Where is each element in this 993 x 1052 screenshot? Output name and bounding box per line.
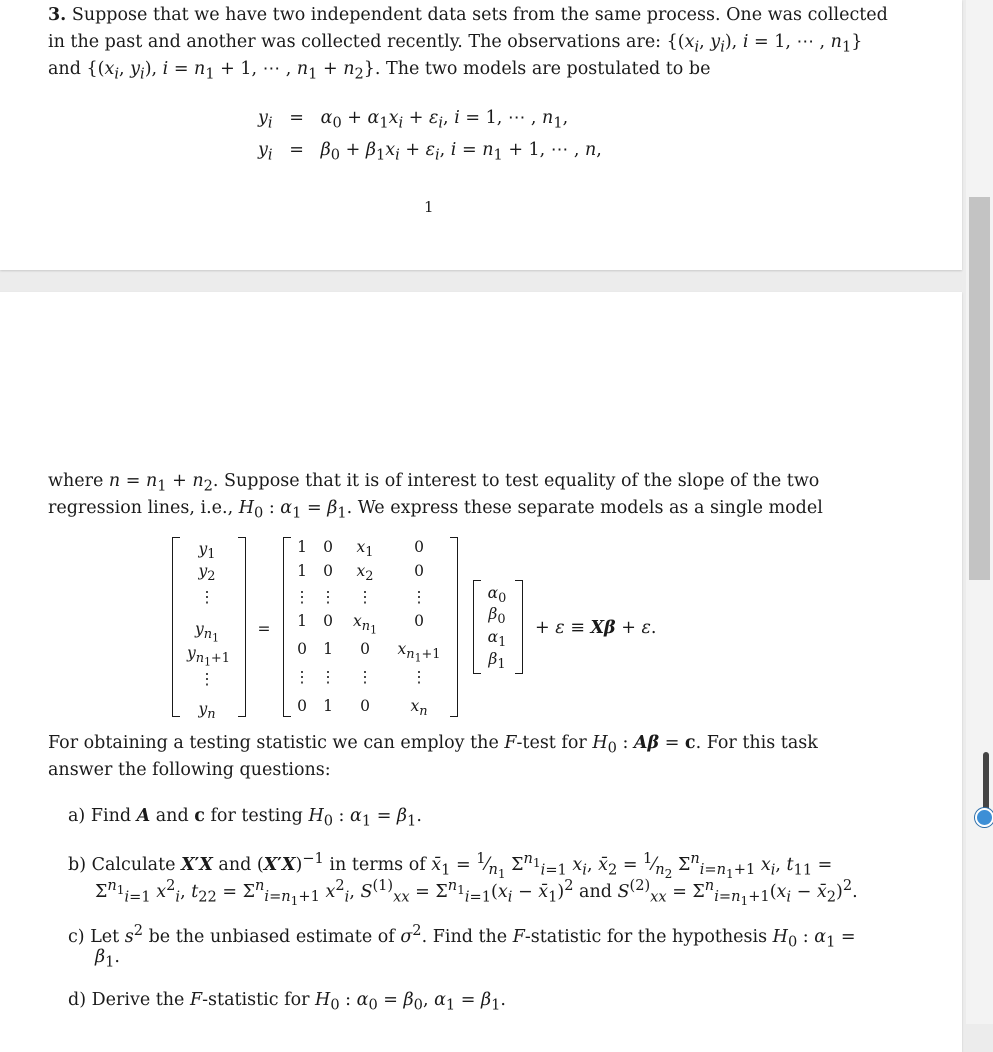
document-page-2: [0, 292, 962, 1052]
page-number: 1: [424, 198, 434, 216]
x-entry: ⋮: [411, 668, 427, 686]
y-entry: $y_2$: [198, 562, 216, 585]
slider-handle[interactable]: [975, 808, 993, 827]
x-entry: $x_1$: [356, 538, 374, 561]
x-entry: ⋮: [320, 668, 336, 686]
x-entry: 0: [323, 538, 333, 556]
scrollbar-thumb[interactable]: [969, 197, 990, 580]
after-text-line-2: regression lines, i.e., $H_0$ : $\alpha_1 = \beta_1$. We express these separate models as a single model: [48, 498, 823, 522]
part-d: d) Derive the F-statistic for $H_0$ : $\alpha_0 = \beta_0$, $\alpha_1 = \beta_1$.: [68, 990, 506, 1014]
document-page-1: [0, 0, 962, 270]
equals-sign: =: [257, 620, 271, 638]
x-entry: ⋮: [294, 668, 310, 686]
beta-entry: $\alpha_0$: [487, 584, 507, 607]
ftest-line-2: answer the following questions:: [48, 760, 331, 780]
part-b-line-1: b) Calculate X′X and $(X'X)^{-1}$ in terms of $x̄_1$ = $^1⁄_{n_1}$ $\Sigma^{n_1}_{i=1}$ $x_i$, $x̄_2$ = $^1⁄_{n_2}$ $\Sigma^n_{i=n_1+1}$ $x_i$, $t_{11}$ =: [68, 850, 833, 882]
x-entry: $x_{n_1+1}$: [397, 640, 441, 665]
y-entry: ⋮: [199, 670, 215, 688]
y-vector-left-bracket: [172, 537, 180, 717]
x-entry: 1: [297, 562, 307, 580]
x-entry: $x_{n_1}$: [353, 612, 377, 637]
x-entry: 1: [297, 538, 307, 556]
problem-intro-line-1: 3. Suppose that we have two independent data sets from the same process. One was collected: [48, 5, 888, 25]
ftest-line-1: For obtaining a testing statistic we can employ the F-test for $H_0$ : Aβ = c. For this task: [48, 733, 818, 757]
x-entry: 1: [323, 640, 333, 658]
x-entry: 1: [297, 612, 307, 630]
model-equation-2: $y_i = \beta_0 + \beta_1x_i + \varepsilon_i$, $i = n_1 + 1$, ⋯ , n,: [258, 140, 602, 164]
x-entry: 0: [360, 697, 370, 715]
beta-entry: $\alpha_1$: [487, 628, 507, 651]
part-c-line-2: $\beta_1$.: [95, 947, 120, 971]
x-entry: 0: [360, 640, 370, 658]
matrix-equation-tail: + ε ≡ Xβ + ε.: [535, 618, 657, 638]
x-entry: 0: [414, 612, 424, 630]
problem-intro-line-3: and {($x_i$, $y_i$), $i = n_1 + 1$, ⋯ , $n_1 + n_2$}. The two models are postulated to be: [48, 59, 711, 83]
part-b-line-2: $\Sigma^{n_1}_{i=1}$ $x^2_i$, $t_{22} = \Sigma^n_{i=n_1+1}$ $x^2_i$, $S^{(1)}_{xx} = \Sigma^{n_1}_{i=1}(x_i$ − $x̄_1)^2$ and $S^{(2)}_{xx} = \Sigma^n_{i=n_1+1}(x_i$ − $x̄_2)^2$.: [95, 877, 858, 909]
x-entry: ⋮: [411, 588, 427, 606]
problem-intro-line-2: in the past and another was collected recently. The observations are: {($x_i$, $y_i$), i = 1, ⋯ , $n_1$}: [48, 32, 863, 56]
x-entry: 0: [297, 640, 307, 658]
x-entry: 0: [323, 612, 333, 630]
x-matrix-right-bracket: [450, 537, 458, 717]
beta-entry: $\beta_1$: [488, 650, 506, 673]
part-a: a) Find A and c for testing $H_0$ : $\alpha_1 = \beta_1$.: [68, 806, 422, 830]
x-entry: 0: [414, 538, 424, 556]
y-entry: $y_1$: [198, 540, 216, 563]
x-entry: 0: [414, 562, 424, 580]
x-entry: $x_2$: [356, 562, 374, 585]
y-entry: $y_{n_1+1}$: [187, 644, 230, 669]
x-entry: 1: [323, 697, 333, 715]
after-text-line-1: where $n = n_1 + n_2$. Suppose that it is of interest to test equality of the slope of the two: [48, 471, 820, 495]
y-entry: $y_n$: [198, 700, 216, 723]
y-entry: $y_{n_1}$: [195, 620, 219, 645]
x-entry: $x_n$: [410, 697, 428, 720]
part-c-line-1: c) Let $s^2$ be the unbiased estimate of $\sigma^2$. Find the F-statistic for the hypothesis $H_0$ : $\alpha_1$ =: [68, 922, 856, 951]
y-entry: ⋮: [199, 588, 215, 606]
beta-entry: $\beta_0$: [488, 605, 506, 628]
model-equation-1: $y_i = \alpha_0 + \alpha_1x_i + \varepsilon_i$, i = 1, ⋯ , $n_1$,: [258, 108, 569, 132]
x-entry: ⋮: [320, 588, 336, 606]
x-entry: ⋮: [357, 668, 373, 686]
x-entry: ⋮: [294, 588, 310, 606]
x-entry: 0: [323, 562, 333, 580]
x-entry: 0: [297, 697, 307, 715]
x-entry: ⋮: [357, 588, 373, 606]
